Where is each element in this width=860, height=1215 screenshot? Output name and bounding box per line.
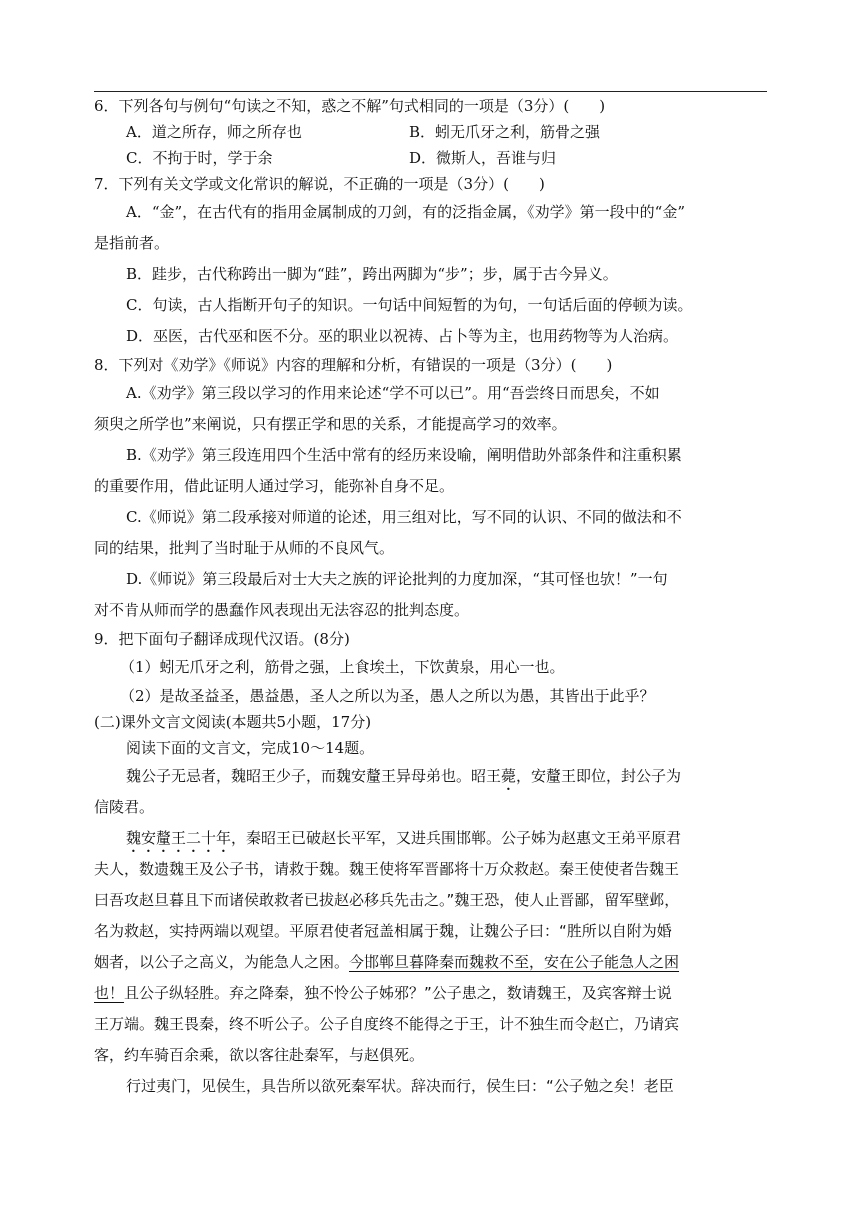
question-8-option-b-cont: 的重要作用，借此证明人通过学习，能弥补自身不足。 — [94, 477, 455, 495]
question-7-option-a: A．“金”，在古代有的指用金属制成的刀剑，有的泛指金属，《劝学》第一段中的“金” — [126, 203, 686, 221]
option-c: C．不拘于时，学于余 — [126, 149, 273, 167]
question-7-option-d: D．巫医，古代巫和医不分。巫的职业以祝祷、占卜等为主，也用药物等为人治病。 — [126, 327, 679, 345]
question-8-stem: 8．下列对《劝学》《师说》内容的理解和分析，有错误的一项是（3分）( ) — [94, 356, 613, 374]
passage-line: 魏安釐王二十年，秦昭王已破赵长平军，又进兵围邯郸。公子姊为赵惠文王弟平原君 — [126, 829, 682, 847]
option-d: D．微斯人，吾谁与归 — [409, 149, 557, 167]
question-8-option-d-cont: 对不肯从师而学的愚蠢作风表现出无法容忍的批判态度。 — [94, 601, 470, 619]
passage-line: 夫人，数遗魏王及公子书，请救于魏。魏王使将军晋鄙将十万众救赵。秦王使使者告魏王 — [94, 860, 680, 878]
underlined-sentence-end: 也！ — [94, 984, 125, 1002]
section-2-instruction: 阅读下面的文言文，完成10～14题。 — [126, 739, 375, 757]
passage-line: 曰吾攻赵旦暮且下而诸侯敢救者已拔赵必移兵先击之。”魏王恐，使人止晋鄙，留军壁邺， — [94, 891, 680, 909]
passage-line: 信陵君。 — [94, 798, 155, 816]
question-8-option-a-cont: 须臾之所学也”来阐说，只有摆正学和思的关系，才能提高学习的效率。 — [94, 415, 567, 433]
question-7-option-b: B．跬步，古代称跨出一脚为“跬”，跨出两脚为“步”；步，属于古今异义。 — [126, 265, 618, 283]
passage-line: 魏公子无忌者，魏昭王少子，而魏安釐王异母弟也。昭王薨，安釐王即位，封公子为 — [126, 767, 682, 785]
question-9-stem: 9．把下面句子翻译成现代汉语。(8分) — [94, 630, 350, 648]
question-9-sentence-1: （1）蚓无爪牙之利，筋骨之强，上食埃土，下饮黄泉，用心一也。 — [120, 658, 565, 676]
passage-line: 名为救赵，实持两端以观望。平原君使者冠盖相属于魏，让魏公子曰：“胜所以自附为婚 — [94, 922, 672, 940]
question-6-options-row-1 — [94, 119, 769, 145]
passage-line: 行过夷门，见侯生，具告所以欲死秦军状。辞决而行，侯生曰：“公子勉之矣！老臣 — [126, 1077, 674, 1095]
question-8-option-c-cont: 同的结果，批判了当时耻于从师的不良风气。 — [94, 539, 395, 557]
underlined-sentence: 今邯郸旦暮降秦而魏救不至，安在公子能急人之困 — [349, 953, 680, 971]
question-8-option-d: D.《师说》第三段最后对士大夫之族的评论批判的力度加深，“其可怪也欤！”一句 — [126, 570, 668, 588]
question-8-option-a: A.《劝学》第三段以学习的作用来论述“学不可以已”。用“吾尝终日而思矣，不如 — [126, 384, 660, 402]
question-6-stem: 6．下列各句与例句“句读之不知，惑之不解”句式相同的一项是（3分）( ) — [94, 97, 606, 115]
passage-line: 也！且公子纵轻胜。弃之降秦，独不怜公子姊邪？”公子患之，数请魏王，及宾客辩士说 — [94, 984, 672, 1002]
question-7-option-a-cont: 是指前者。 — [94, 234, 170, 252]
question-9-sentence-2: （2）是故圣益圣，愚益愚，圣人之所以为圣，愚人之所以为愚，其皆出于此乎？ — [120, 687, 655, 705]
exam-page — [94, 93, 769, 1102]
emphasis-dotted-text: 魏安釐王二十年 — [126, 829, 232, 847]
option-b: B．蚓无爪牙之利，筋骨之强 — [409, 123, 601, 141]
section-2-title: (二)课外文言文阅读(本题共5小题，17分) — [94, 713, 372, 731]
question-7-option-c: C．句读，古人指断开句子的知识。一句话中间短暂的为句，一句话后面的停顿为读。 — [126, 296, 693, 314]
classical-passage — [94, 761, 769, 1102]
passage-line: 客，约车骑百余乘，欲以客往赴秦军，与赵俱死。 — [94, 1046, 425, 1064]
passage-line: 王万端。魏王畏秦，终不听公子。公子自度终不能得之于王，计不独生而令赵亡，乃请宾 — [94, 1015, 680, 1033]
question-8-option-c: C.《师说》第二段承接对师道的论述，用三组对比，写不同的认识、不同的做法和不 — [126, 508, 682, 526]
option-a: A．道之所存，师之所存也 — [126, 123, 302, 141]
emphasis-dotted-char: 薨 — [501, 767, 517, 785]
header-rule — [94, 91, 767, 92]
passage-line: 姻者，以公子之高义，为能急人之困。今邯郸旦暮降秦而魏救不至，安在公子能急人之困 — [94, 953, 680, 971]
question-7-stem: 7．下列有关文学或文化常识的解说，不正确的一项是（3分）( ) — [94, 175, 545, 193]
question-6-options-row-2 — [94, 145, 769, 171]
question-8-option-b: B.《劝学》第三段连用四个生活中常有的经历来设喻，阐明借助外部条件和注重积累 — [126, 446, 682, 464]
